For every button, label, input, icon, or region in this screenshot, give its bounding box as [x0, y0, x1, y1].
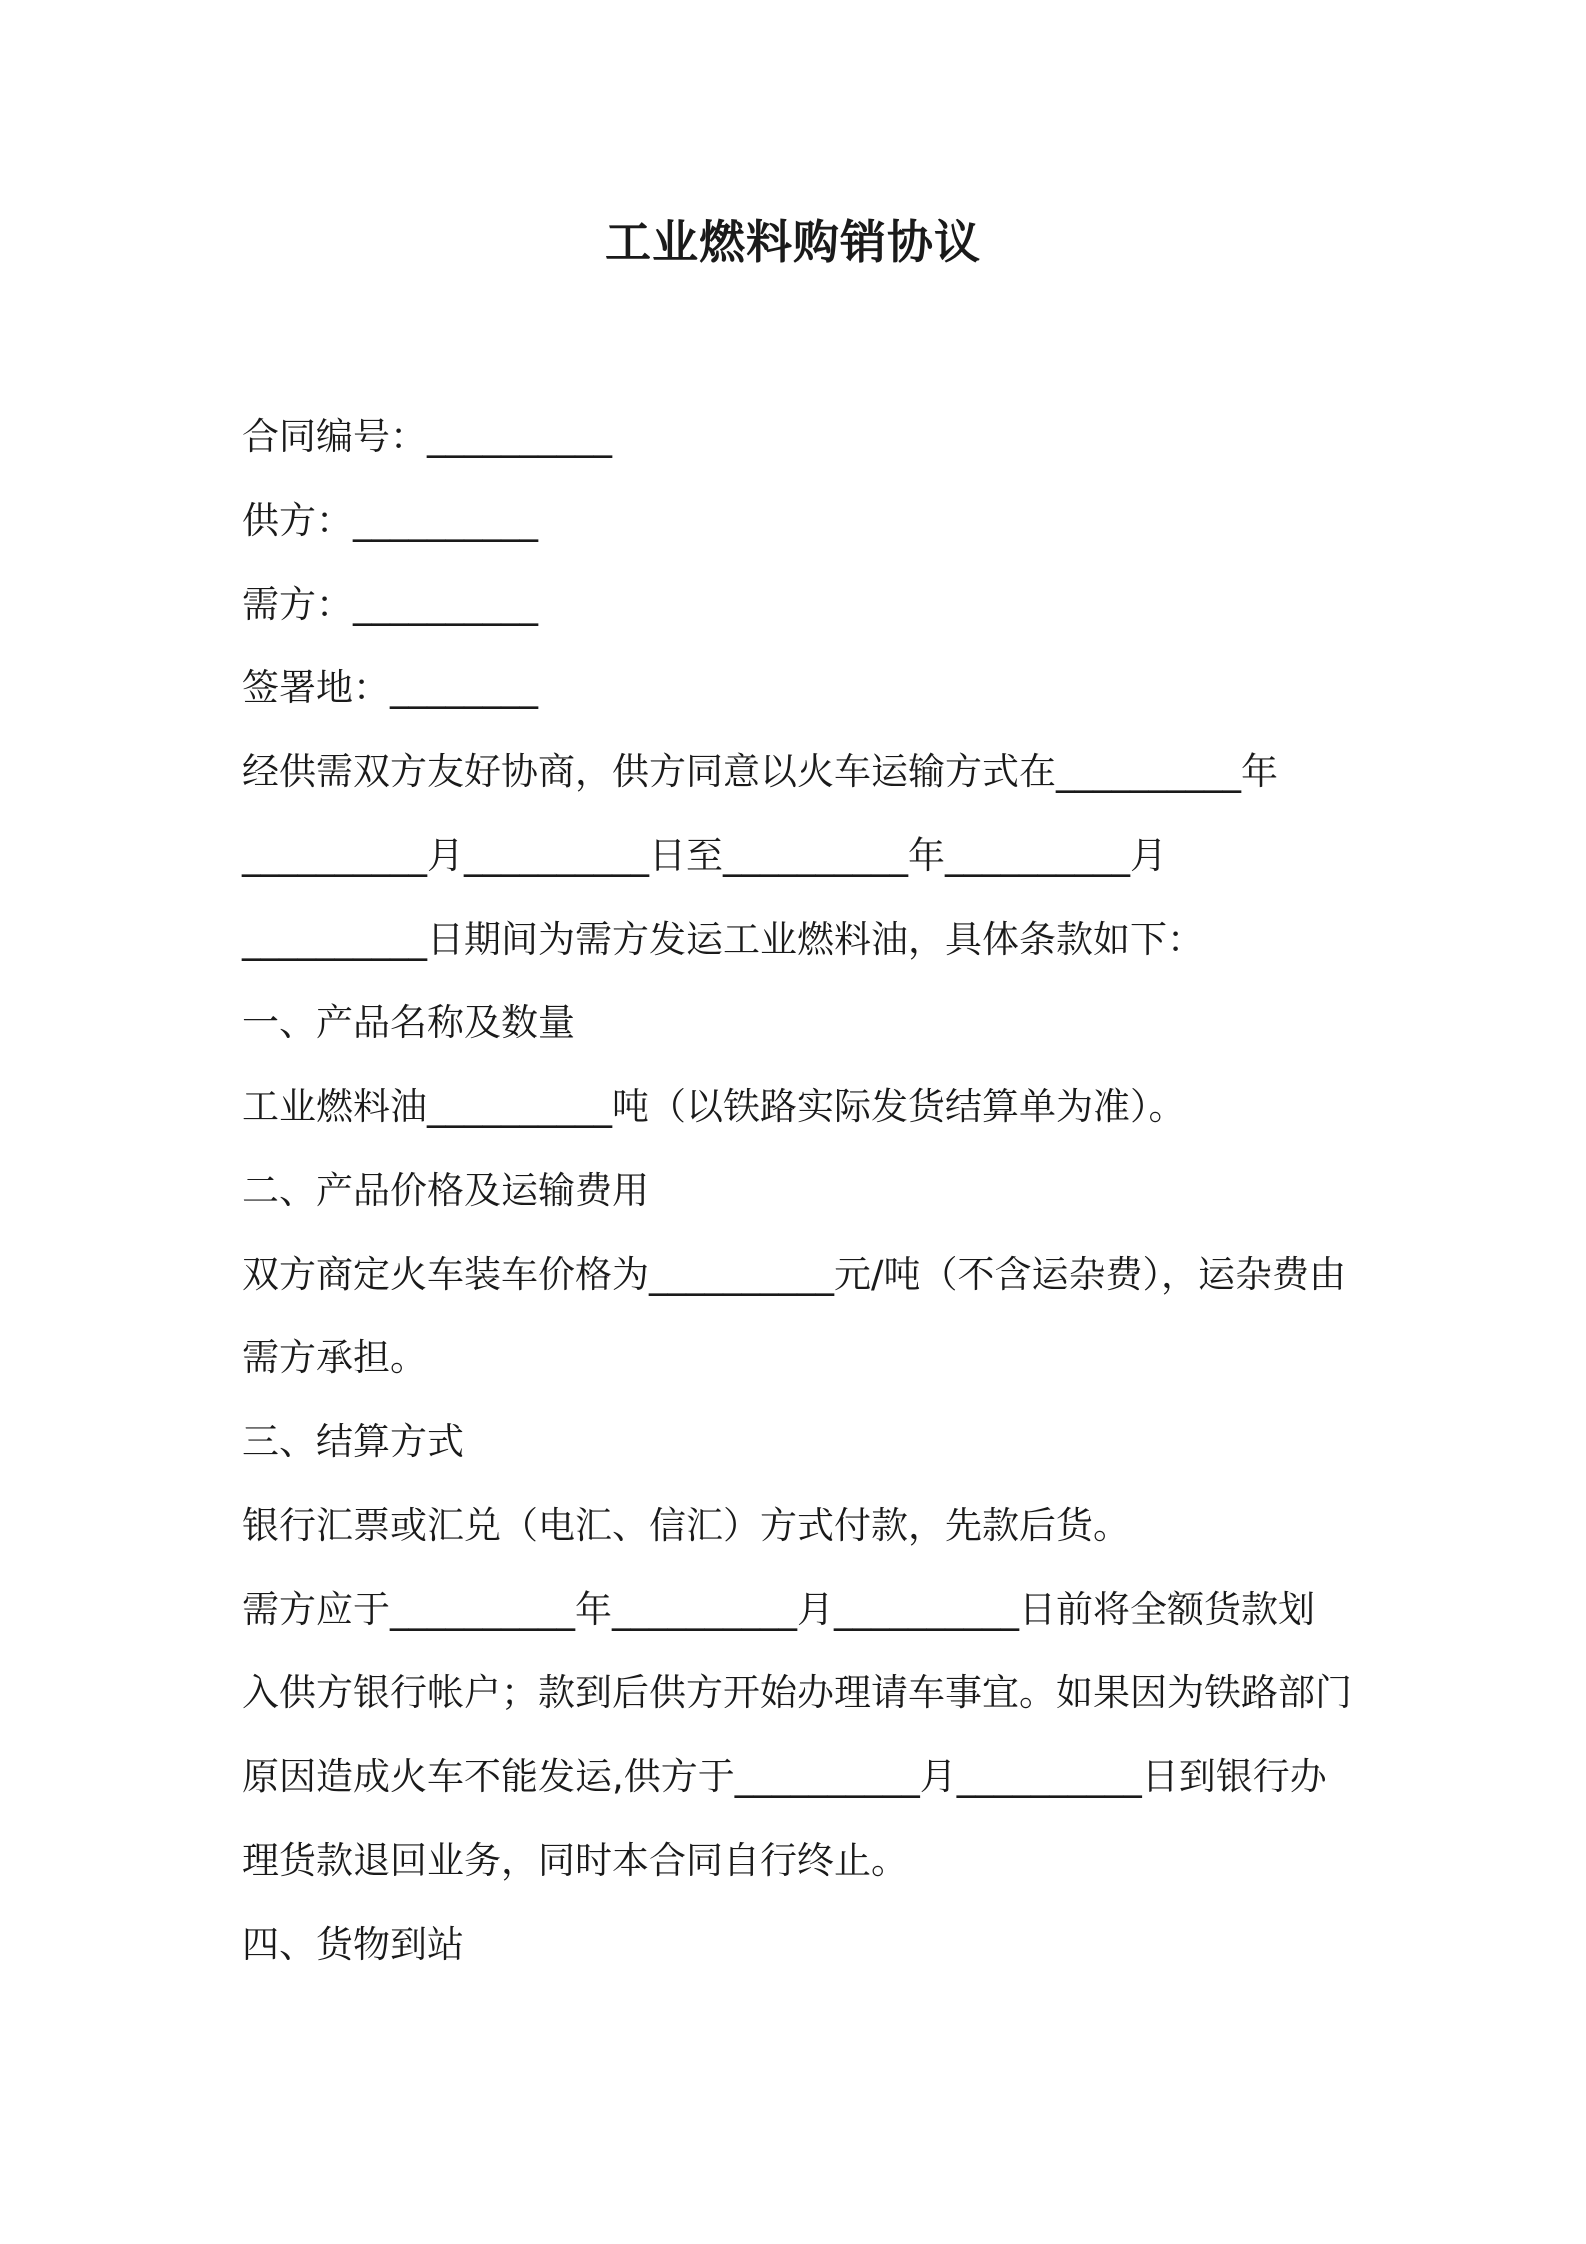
document-title: 工业燃料购销协议 [605, 215, 981, 269]
section-3-paragraph-line: 原因造成火车不能发运,供方于__________月__________日到银行办 [242, 1755, 1327, 1798]
section-3-paragraph-line: 入供方银行帐户；款到后供方开始办理请车事宜。如果因为铁路部门 [242, 1671, 1352, 1714]
section-1-text: 工业燃料油__________吨（以铁路实际发货结算单为准）。 [242, 1085, 1186, 1128]
buyer-line: 需方：__________ [242, 583, 538, 626]
section-heading-4: 四、货物到站 [242, 1923, 464, 1966]
intro-paragraph-line: __________月__________日至__________年__________月 [242, 834, 1167, 877]
section-heading-3: 三、结算方式 [242, 1420, 464, 1463]
section-heading-1: 一、产品名称及数量 [242, 1001, 575, 1044]
section-3-text: 银行汇票或汇兑（电汇、信汇）方式付款，先款后货。 [242, 1504, 1130, 1547]
section-3-paragraph-line: 理货款退回业务，同时本合同自行终止。 [242, 1839, 908, 1882]
intro-paragraph-line: 经供需双方友好协商，供方同意以火车运输方式在__________年 [242, 750, 1278, 793]
supplier-line: 供方：__________ [242, 499, 538, 542]
intro-paragraph-line: __________日期间为需方发运工业燃料油，具体条款如下： [242, 918, 1204, 961]
section-2-text-line: 需方承担。 [242, 1336, 427, 1379]
section-2-text-line: 双方商定火车装车价格为__________元/吨（不含运杂费），运杂费由 [242, 1253, 1346, 1296]
section-heading-2: 二、产品价格及运输费用 [242, 1169, 649, 1212]
section-3-paragraph-line: 需方应于__________年__________月__________日前将全额货款划 [242, 1588, 1315, 1631]
signing-place-line: 签署地：________ [242, 666, 538, 709]
contract-number-line: 合同编号：__________ [242, 415, 612, 458]
